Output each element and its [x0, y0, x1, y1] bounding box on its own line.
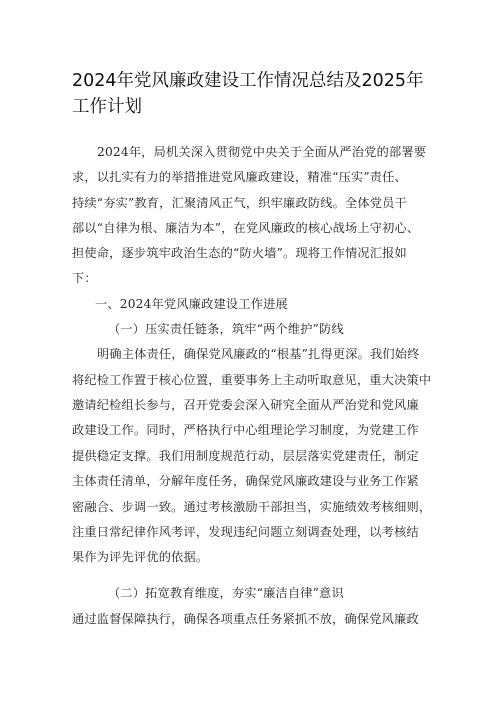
intro-line: 持续“夯实”教育，汇聚清风正气，织牢廉政防线。全体党员干	[72, 196, 407, 210]
subsection-heading: （二）拓宽教育维度，夯实“廉洁自律”意识	[108, 586, 344, 600]
section-heading: 一、2024年党风廉政建设工作进展	[95, 297, 288, 311]
body-line: 果作为评先评优的依据。	[72, 550, 209, 564]
body-line: 密融合、步调一致。通过考核激励干部担当，实施绩效考核细则，	[72, 500, 432, 514]
subsection-heading: （一）压实责任链条，筑牢“两个维护”防线	[108, 322, 344, 336]
body-line: 明确主体责任，确保党风廉政的“根基”扎得更深。我们始终	[97, 347, 420, 361]
body-line: 将纪检工作置于核心位置，重要事务上主动听取意见，重大决策中	[72, 373, 432, 387]
title-line: 工作计划	[72, 97, 142, 117]
body-line: 提供稳定支撑。我们用制度规范行动，层层落实党建责任，制定	[72, 449, 419, 463]
intro-line: 担使命，逐步筑牢政治生态的“防火墙”。现将工作情况汇报如	[72, 246, 407, 260]
intro-line: 求，以扎实有力的举措推进党风廉政建设，精准“压实”责任、	[72, 170, 407, 184]
intro-line: 下：	[72, 271, 97, 285]
intro-line: 2024年，局机关深入贯彻党中央关于全面从严治党的部署要	[97, 145, 427, 159]
document-title	[72, 68, 442, 120]
intro-line: 部以“自律为根、廉洁为本”，在党风廉政的核心战场上守初心、	[72, 221, 420, 235]
body-line: 邀请纪检组长参与，召开党委会深入研究全面从严治党和党风廉	[72, 398, 419, 412]
body-line: 政建设工作。同时，严格执行中心组理论学习制度，为党建工作	[72, 423, 419, 437]
title-line: 2024年党风廉政建设工作情况总结及2025年	[72, 71, 424, 91]
body-line: 通过监督保障执行，确保各项重点任务紧抓不放，确保党风廉政	[72, 612, 419, 626]
body-line: 主体责任清单，分解年度任务，确保党风廉政建设与业务工作紧	[72, 474, 419, 488]
body-line: 注重日常纪律作风考评，发现违纪问题立刻调查处理，以考核结	[72, 525, 419, 539]
